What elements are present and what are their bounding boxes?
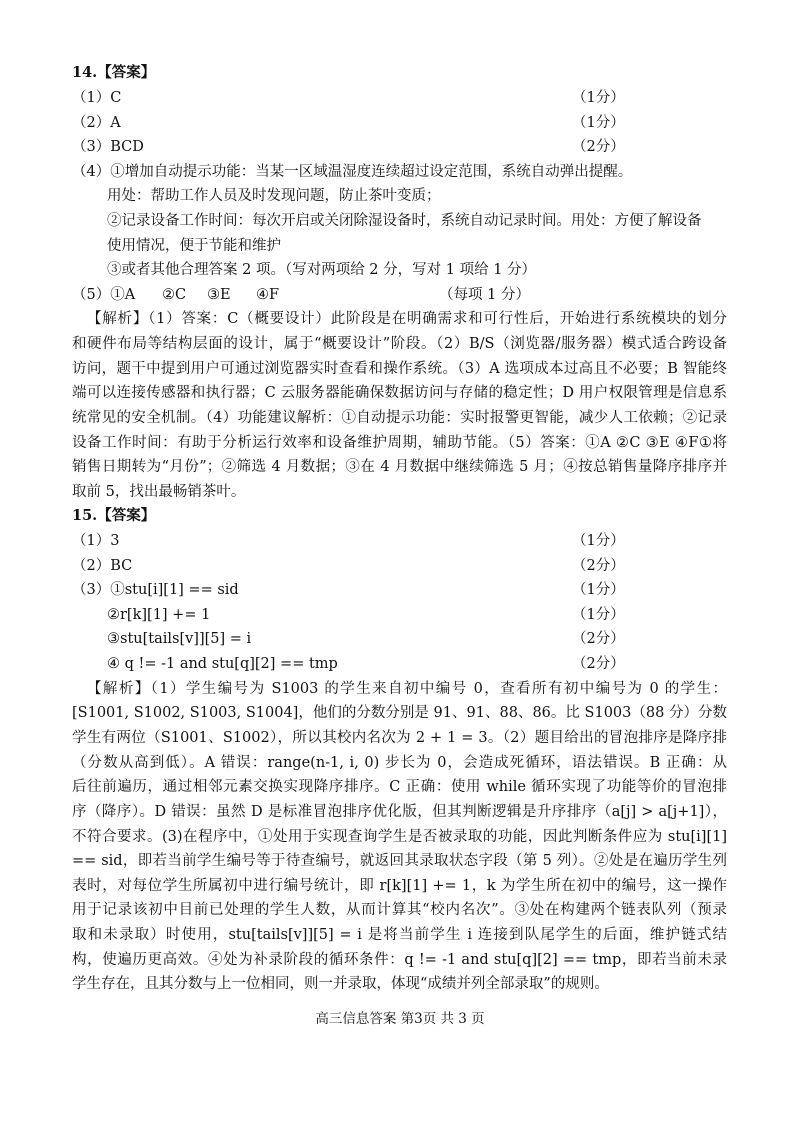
q14-item-4-line-4: 使用情况，便于节能和维护 (107, 238, 281, 254)
q15-analysis-line-2: [S1001, S1002, S1003, S1004]，他们的分数分别是 91、91、88、86。比 S1003（88 分）分数 (72, 705, 727, 721)
q14-analysis-line-3: 访问，题干中提到用户可通过浏览器实时查看和操作系统。（3）A 选项成本过高且不必要；B 智能终 (72, 361, 727, 377)
q15-item-2: （2）BC (72, 558, 133, 574)
q15-item-1: （1）3 (72, 533, 120, 549)
q15-item-3-blank-1: （3）①stu[i][1] == sid (72, 582, 239, 598)
q14-analysis-line-5: 统常见的安全机制。（4）功能建议解析：①自动提示功能：实时报警更智能，减少人工依赖；②记录 (72, 410, 727, 426)
q14-analysis-line-8: 取前 5，找出最畅销茶叶。 (72, 484, 246, 500)
q15-item-3-blank-2: ②r[k][1] += 1 (107, 607, 211, 623)
q14-item-5-score: （每项 1 分） (439, 287, 530, 303)
q14-item-2-score: （1分） (572, 115, 625, 131)
q15-item-2-score: （2分） (572, 558, 625, 574)
q15-item-1-score: （1分） (572, 533, 625, 549)
page-footer: 高三信息答案 第3页 共 3 页 (315, 1011, 485, 1027)
q15-item-3-blank-4: ④ q != -1 and stu[q][2] == tmp (107, 656, 338, 672)
q15-analysis-line-7: 不符合要求。(3)在程序中，①处用于实现查询学生是否被录取的功能，因此判断条件应为 stu[i][1] (72, 829, 727, 845)
q14-item-4-line-1: （4）①增加自动提示功能：当某一区域温湿度连续超过设定范围，系统自动弹出提醒。 (72, 164, 633, 180)
q14-item-5-b: ②C (162, 287, 187, 303)
q14-title: 14.【答案】 (72, 64, 156, 81)
q14-item-5-c: ③E (207, 287, 231, 303)
q14-item-5-d: ④F (256, 287, 280, 303)
q14-item-5-a: （5）①A (72, 287, 136, 303)
q14-analysis-line-1: 【解析】（1）答案：C（概要设计）此阶段是在明确需求和可行性后，开始进行系统模块的划分 (87, 311, 727, 327)
q15-item-3-blank-1-score: （1分） (572, 582, 625, 598)
q15-analysis-line-1: 【解析】（1）学生编号为 S1003 的学生来自初中编号 0，查看所有初中编号为 0 的学生： (87, 681, 727, 697)
q15-analysis-line-4: （分数从高到低）。A 错误：range(n-1, i, 0) 步长为 0，会造成死循环，语法错误。B 正确：从 (72, 755, 727, 771)
q15-title: 15.【答案】 (72, 507, 156, 524)
q15-analysis-line-12: 构，使遍历更高效。④处为补录阶段的循环条件：q != -1 and stu[q][2] == tmp，即若当前未录 (72, 952, 727, 968)
q15-analysis-line-5: 后往前遍历，通过相邻元素交换实现降序排序。C 正确：使用 while 循环实现了功能等价的冒泡排 (72, 779, 727, 795)
q15-analysis-line-9: 表时，对每位学生所属初中进行编号统计，即 r[k][1] += 1，k 为学生所在初中的编号，这一操作 (72, 878, 727, 894)
q14-item-1: （1）C (72, 90, 122, 106)
q15-analysis-line-10: 用于记录该初中目前已处理的学生人数，从而计算其“校内名次”。③处在构建两个链表队列（预录 (72, 902, 727, 918)
q14-item-4-line-2: 用处：帮助工作人员及时发现问题，防止茶叶变质； (107, 188, 441, 204)
q15-analysis-line-3: 学生有两位（S1001、S1002），所以其校内名次为 2 + 1 = 3。（2）题目给出的冒泡排序是降序排 (72, 730, 727, 746)
q15-analysis-line-11: 取和未录取）时使用，stu[tails[v]][5] = i 是将当前学生 i 连接到队尾学生的后面，维护链式结 (72, 927, 727, 943)
q15-item-3-blank-3: ③stu[tails[v]][5] = i (107, 631, 252, 647)
q14-item-3: （3）BCD (72, 139, 144, 155)
q14-item-4-line-3: ②记录设备工作时间：每次开启或关闭除湿设备时，系统自动记录时间。用处：方便了解设备 (107, 213, 702, 229)
q15-item-3-blank-2-score: （1分） (572, 607, 625, 623)
q14-analysis-line-4: 端可以连接传感器和执行器；C 云服务器能确保数据访问与存储的稳定性；D 用户权限管理是信息系 (72, 385, 727, 401)
q14-item-2: （2）A (72, 115, 121, 131)
q15-analysis-line-6: 序（降序）。D 错误：虽然 D 是标准冒泡排序优化版，但其判断逻辑是升序排序（a[j] > a[j+1]）， (72, 804, 727, 820)
q15-item-3-blank-4-score: （2分） (572, 656, 625, 672)
q15-analysis-line-13: 学生存在，且其分数与上一位相同，则一并录取，体现“成绩并列全部录取”的规则。 (72, 976, 609, 992)
q14-item-1-score: （1分） (572, 90, 625, 106)
q14-item-4-line-5: ③或者其他合理答案 2 项。（写对两项给 2 分，写对 1 项给 1 分） (107, 262, 537, 278)
q15-item-3-blank-3-score: （2分） (572, 631, 625, 647)
q14-item-3-score: （2分） (572, 139, 625, 155)
q14-analysis-line-7: 销售日期转为“月份”；②筛选 4 月数据；③在 4 月数据中继续筛选 5 月；④按总销售量降序排序并 (72, 459, 727, 475)
q14-analysis-line-6: 设备工作时间：有助于分析运行效率和设备维护周期，辅助节能。（5）答案：①A ②C ③E ④F①将 (72, 435, 727, 451)
q15-analysis-line-8: == sid，即若当前学生编号等于待查编号，就返回其录取状态字段（第 5 列）。②处是在遍历学生列 (72, 853, 727, 869)
q14-analysis-line-2: 和硬件布局等结构层面的设计，属于“概要设计”阶段。（2）B/S（浏览器/服务器）模式适合跨设备 (72, 336, 727, 352)
